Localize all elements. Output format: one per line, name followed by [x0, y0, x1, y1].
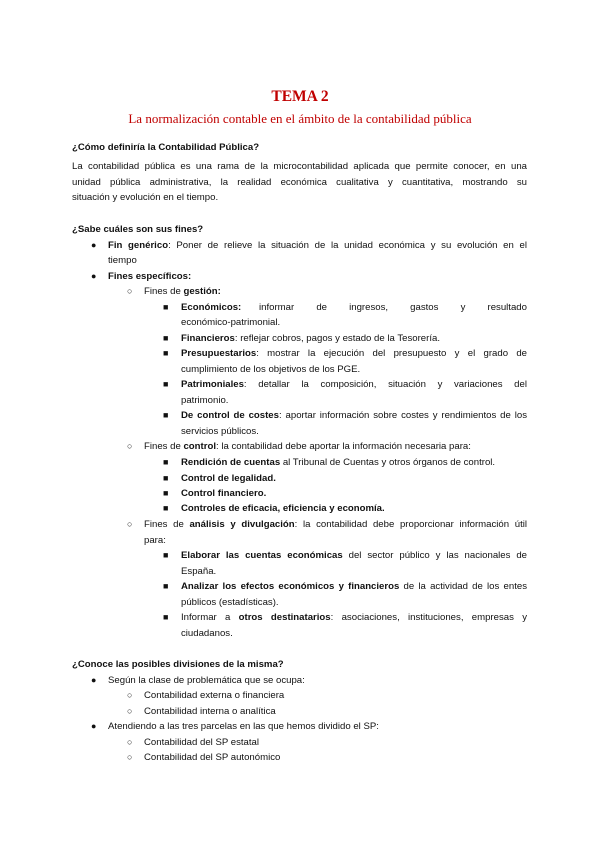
bullet-circle: ○ [127, 286, 133, 296]
fines-control: Fines de control: la contabilidad debe aportar la información necesaria para: [144, 441, 471, 452]
division-item-2-sub-2: Contabilidad del SP autonómico [144, 752, 281, 763]
patrimoniales-line-2: patrimonio. [181, 395, 229, 406]
costes-line-2: servicios públicos. [181, 426, 259, 437]
bullet-circle: ○ [127, 752, 133, 762]
bullet-square: ■ [163, 457, 169, 467]
bullet-circle: ○ [127, 519, 133, 529]
bullet-square: ■ [163, 581, 169, 591]
informar-line-2: ciudadanos. [181, 628, 233, 639]
bullet-disc: ● [91, 271, 97, 281]
definition-line-3: situación y evolución en el tiempo. [72, 192, 219, 203]
bullet-square: ■ [163, 550, 169, 560]
financieros-line: Financieros: reflejar cobros, pagos y estado de la Tesorería. [181, 333, 440, 344]
bullet-circle: ○ [127, 441, 133, 451]
bullet-square: ■ [163, 302, 169, 312]
division-item-2-sub-1: Contabilidad del SP estatal [144, 737, 260, 748]
bullet-square: ■ [163, 488, 169, 498]
bullet-disc: ● [91, 721, 97, 731]
question-fines: ¿Sabe cuáles son sus fines? [72, 224, 204, 235]
bullet-circle: ○ [127, 690, 133, 700]
patrimoniales-line-1: Patrimoniales: detallar la composición, situación y variaciones del [181, 379, 527, 390]
bullet-square: ■ [163, 348, 169, 358]
economicos-line-2: económico-patrimonial. [181, 317, 281, 328]
fines-analisis-line-2: para: [144, 535, 166, 546]
analizar-line-1: Analizar los efectos económicos y financieros de la actividad de los entes [181, 581, 527, 592]
page-subtitle: La normalización contable en el ámbito de la contabilidad pública [128, 111, 472, 126]
definition-line-2: unidad pública administrativa, la realidad económica cualitativa y cuantitativa, mostrando su [72, 177, 527, 188]
fines-gestion: Fines de gestión: [144, 286, 221, 297]
division-item-2: Atendiendo a las tres parcelas en las que hemos dividido el SP: [108, 721, 379, 732]
division-item-1-sub-1: Contabilidad externa o financiera [144, 690, 285, 701]
presupuestarios-line-2: cumplimiento de los objetivos de los PGE. [181, 364, 361, 375]
control-financiero: Control financiero. [181, 488, 267, 499]
fin-generico-line-2: tiempo [108, 255, 137, 266]
question-definition: ¿Cómo definiría la Contabilidad Pública? [72, 142, 260, 153]
control-legalidad: Control de legalidad. [181, 473, 276, 484]
bullet-square: ■ [163, 473, 169, 483]
bullet-disc: ● [91, 675, 97, 685]
controles-eficacia: Controles de eficacia, eficiencia y economía. [181, 503, 385, 514]
fines-analisis-line-1: Fines de análisis y divulgación: la contabilidad debe proporcionar información útil [144, 519, 528, 530]
fines-especificos: Fines específicos: [108, 271, 192, 282]
bullet-square: ■ [163, 612, 169, 622]
elaborar-line-2: España. [181, 566, 217, 577]
bullet-circle: ○ [127, 706, 133, 716]
informar-line-1: Informar a otros destinatarios: asociaciones, instituciones, empresas y [181, 612, 527, 623]
bullet-square: ■ [163, 503, 169, 513]
costes-line-1: De control de costes: aportar información sobre costes y rendimientos de los [181, 410, 527, 421]
page-title: TEMA 2 [271, 88, 329, 105]
rendicion-line: Rendición de cuentas al Tribunal de Cuentas y otros órganos de control. [181, 457, 496, 468]
bullet-disc: ● [91, 240, 97, 250]
bullet-square: ■ [163, 333, 169, 343]
bullet-circle: ○ [127, 737, 133, 747]
question-divisiones: ¿Conoce las posibles divisiones de la misma? [72, 659, 284, 670]
fin-generico-line-1: Fin genérico: Poner de relieve la situación de la unidad económica y su evolución en el [108, 240, 527, 251]
definition-line-1: La contabilidad pública es una rama de la microcontabilidad aplicada que permite conocer, en una [72, 161, 527, 172]
division-item-1: Según la clase de problemática que se ocupa: [108, 675, 305, 686]
economicos-line-1: Económicos: informar de ingresos, gastos y resultado [181, 302, 527, 313]
presupuestarios-line-1: Presupuestarios: mostrar la ejecución del presupuesto y el grado de [181, 348, 527, 359]
division-item-1-sub-2: Contabilidad interna o analítica [144, 706, 276, 717]
analizar-line-2: públicos (estadísticas). [181, 597, 279, 608]
bullet-square: ■ [163, 410, 169, 420]
bullet-square: ■ [163, 379, 169, 389]
elaborar-line-1: Elaborar las cuentas económicas del sector público y las nacionales de [181, 550, 527, 561]
